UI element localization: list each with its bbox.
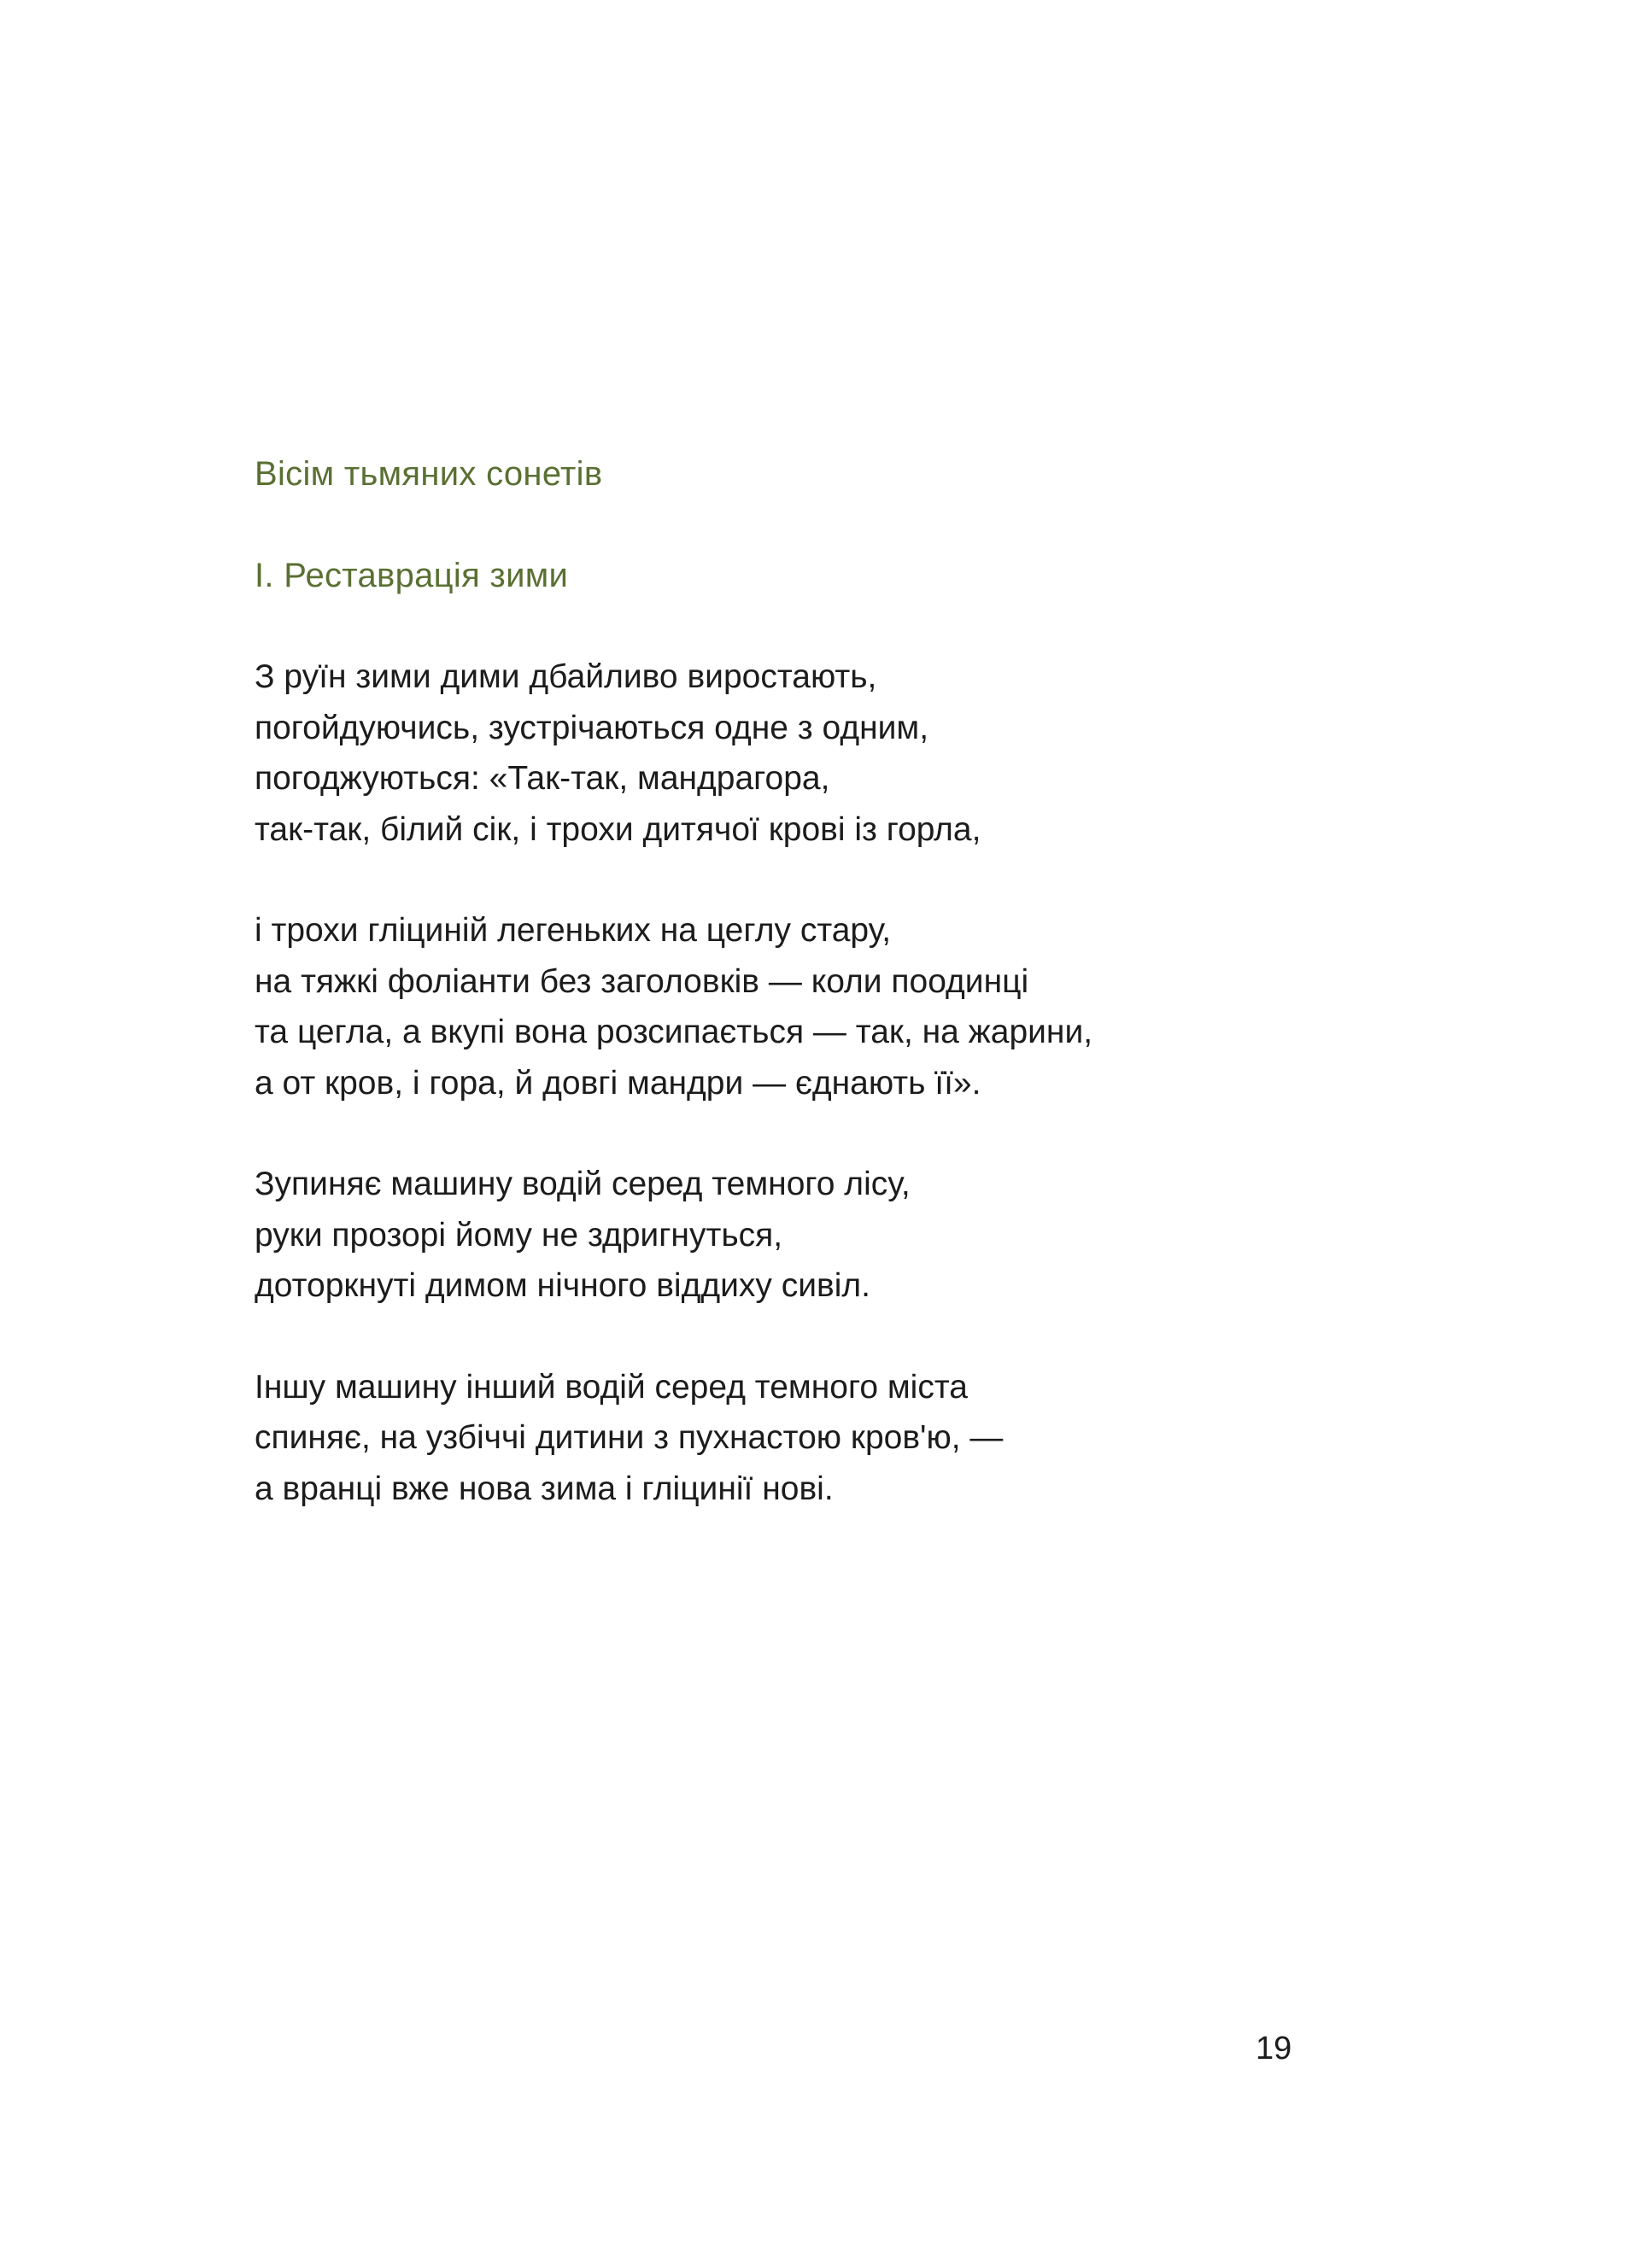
poem-line: доторкнуті димом нічного віддиху сивіл.	[255, 1267, 870, 1304]
poem-line: З руїн зими дими дбайливо виростають,	[255, 658, 877, 695]
poem-line: Зупиняє машину водій серед темного лісу,	[255, 1166, 911, 1202]
poem-line: і трохи гліциній легеньких на цеглу стару,	[255, 912, 892, 949]
poem-line: погойдуючись, зустрічаються одне з одним,	[255, 709, 929, 746]
stanza-2	[255, 905, 1450, 1108]
poem-title: I. Реставрація зими	[255, 557, 569, 594]
poem-line: спиняє, на узбіччі дитини з пухнастою кров'ю, —	[255, 1419, 1004, 1456]
poem-body	[255, 652, 1450, 1564]
poem-line: а вранці вже нова зима і гліцинії нові.	[255, 1470, 834, 1507]
poem-line: на тяжкі фоліанти без заголовків — коли поодинці	[255, 962, 1029, 1000]
poem-line: а от кров, і гора, й довгі мандри — єднають її».	[255, 1064, 981, 1102]
poem-line: погоджуються: «Так-так, мандрагора,	[255, 760, 830, 797]
poem-line: так-так, білий сік, і трохи дитячої крові із горла,	[255, 810, 981, 848]
poem-line: та цегла, а вкупі вона розсипається — так, на жарини,	[255, 1014, 1093, 1050]
series-title: Вісім тьмяних сонетів	[255, 455, 603, 493]
poem-line: Іншу машину інший водій серед темного міста	[255, 1368, 968, 1406]
stanza-1	[255, 652, 1450, 855]
stanza-4	[255, 1362, 1450, 1515]
page-number: 19	[1256, 2031, 1292, 2066]
stanza-3	[255, 1159, 1450, 1312]
poem-line: руки прозорі йому не здригнуться,	[255, 1216, 783, 1254]
